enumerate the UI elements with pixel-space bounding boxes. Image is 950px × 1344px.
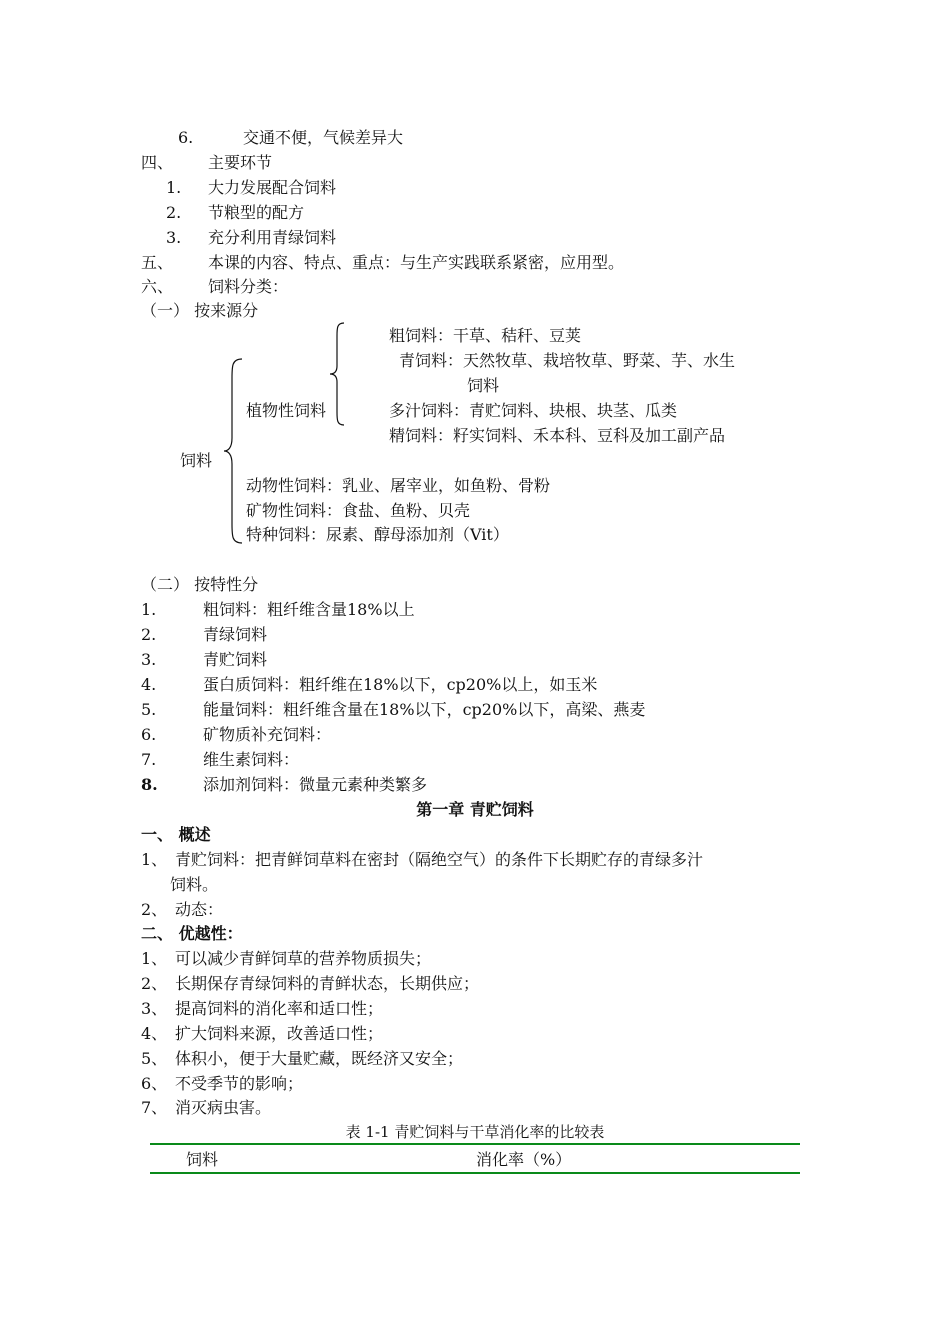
list-item: 提高饲料的消化率和适口性； bbox=[175, 999, 384, 1018]
table-header-rule bbox=[150, 1172, 800, 1174]
root-brace bbox=[222, 358, 244, 544]
table-top-rule bbox=[150, 1143, 800, 1145]
source-category: 动物性饲料：乳业、屠宰业，如鱼粉、骨粉 bbox=[246, 476, 551, 495]
list-number: 2. bbox=[166, 203, 182, 222]
list-number: 1、 bbox=[141, 850, 168, 869]
list-number: 2、 bbox=[141, 900, 168, 919]
subheading: （一） 按来源分 bbox=[141, 301, 259, 320]
list-item: 充分利用青绿饲料 bbox=[208, 228, 337, 247]
plant-item: 青饲料：天然牧草、栽培牧草、野菜、芋、水生 bbox=[399, 351, 736, 370]
list-item: 青绿饲料 bbox=[203, 625, 268, 644]
list-number: 6、 bbox=[141, 1074, 168, 1093]
list-item: 能量饲料：粗纤维含量在18%以下，cp20%以下，高梁、燕麦 bbox=[203, 700, 646, 719]
list-item: 青贮饲料：把青鲜饲草料在密封（隔绝空气）的条件下长期贮存的青绿多汁 bbox=[175, 850, 704, 869]
table-header-cell: 饲料 bbox=[186, 1150, 219, 1169]
list-number: 7、 bbox=[141, 1098, 168, 1117]
list-item: 矿物质补充饲料： bbox=[203, 725, 332, 744]
list-item: 添加剂饲料：微量元素种类繁多 bbox=[203, 775, 428, 794]
list-item: 扩大饲料来源，改善适口性； bbox=[175, 1024, 384, 1043]
root-category: 饲料 bbox=[180, 451, 213, 470]
list-number: 5. bbox=[141, 700, 157, 719]
plant-category: 植物性饲料 bbox=[246, 401, 327, 420]
list-item: 体积小，便于大量贮藏，既经济又安全； bbox=[175, 1049, 464, 1068]
list-number: 8. bbox=[141, 775, 158, 794]
section-title: 本课的内容、特点、重点：与生产实践联系紧密，应用型。 bbox=[208, 253, 625, 272]
list-item: 大力发展配合饲料 bbox=[208, 178, 337, 197]
list-number: 3. bbox=[166, 228, 182, 247]
list-number: 2、 bbox=[141, 974, 168, 993]
chapter-title: 第一章 青贮饲料 bbox=[416, 800, 534, 819]
section-heading: 一、 概述 bbox=[141, 825, 211, 844]
source-category: 矿物性饲料：食盐、鱼粉、贝壳 bbox=[246, 501, 471, 520]
list-item: 节粮型的配方 bbox=[208, 203, 305, 222]
list-number: 1、 bbox=[141, 949, 168, 968]
list-item: 不受季节的影响； bbox=[175, 1074, 304, 1093]
plant-item: 粗饲料：干草、秸秆、豆荚 bbox=[389, 326, 582, 345]
list-item: 粗饲料：粗纤维含量18%以上 bbox=[203, 600, 415, 619]
list-item: 可以减少青鲜饲草的营养物质损失； bbox=[175, 949, 432, 968]
plant-item: 精饲料：籽实饲料、禾本科、豆科及加工副产品 bbox=[389, 426, 726, 445]
list-item: 蛋白质饲料：粗纤维在18%以下，cp20%以上，如玉米 bbox=[203, 675, 598, 694]
list-item: 青贮饲料 bbox=[203, 650, 268, 669]
list-item: 动态： bbox=[175, 900, 224, 919]
section-number: 六、 bbox=[141, 277, 174, 296]
list-number: 1. bbox=[166, 178, 182, 197]
list-number: 1. bbox=[141, 600, 157, 619]
table-caption: 表 1-1 青贮饲料与干草消化率的比较表 bbox=[345, 1123, 605, 1141]
list-item: 消灭病虫害。 bbox=[175, 1098, 272, 1117]
list-number: 6. bbox=[141, 725, 157, 744]
source-category: 特种饲料：尿素、醇母添加剂（Vit） bbox=[246, 525, 509, 544]
list-number: 7. bbox=[141, 750, 157, 769]
section-title: 主要环节 bbox=[208, 153, 273, 172]
list-number: 6. bbox=[178, 128, 194, 147]
list-number: 3、 bbox=[141, 999, 168, 1018]
plant-item: 多汁饲料：青贮饲料、块根、块茎、瓜类 bbox=[389, 401, 678, 420]
section-title: 饲料分类： bbox=[208, 277, 289, 296]
list-number: 5、 bbox=[141, 1049, 168, 1068]
list-number: 4、 bbox=[141, 1024, 168, 1043]
list-item: 长期保存青绿饲料的青鲜状态，长期供应； bbox=[175, 974, 480, 993]
subheading: （二） 按特性分 bbox=[141, 575, 259, 594]
plant-item-continuation: 饲料 bbox=[467, 376, 500, 395]
section-heading: 二、 优越性： bbox=[141, 924, 243, 943]
section-number: 四、 bbox=[141, 153, 174, 172]
section-number: 五、 bbox=[141, 253, 174, 272]
list-item-continuation: 饲料。 bbox=[170, 875, 219, 894]
list-number: 3. bbox=[141, 650, 157, 669]
list-number: 4. bbox=[141, 675, 157, 694]
list-item: 维生素饲料： bbox=[203, 750, 300, 769]
table-header-cell: 消化率（%） bbox=[476, 1150, 572, 1169]
list-number: 2. bbox=[141, 625, 157, 644]
list-item: 交通不便，气候差异大 bbox=[243, 128, 404, 147]
plant-brace bbox=[328, 322, 346, 426]
